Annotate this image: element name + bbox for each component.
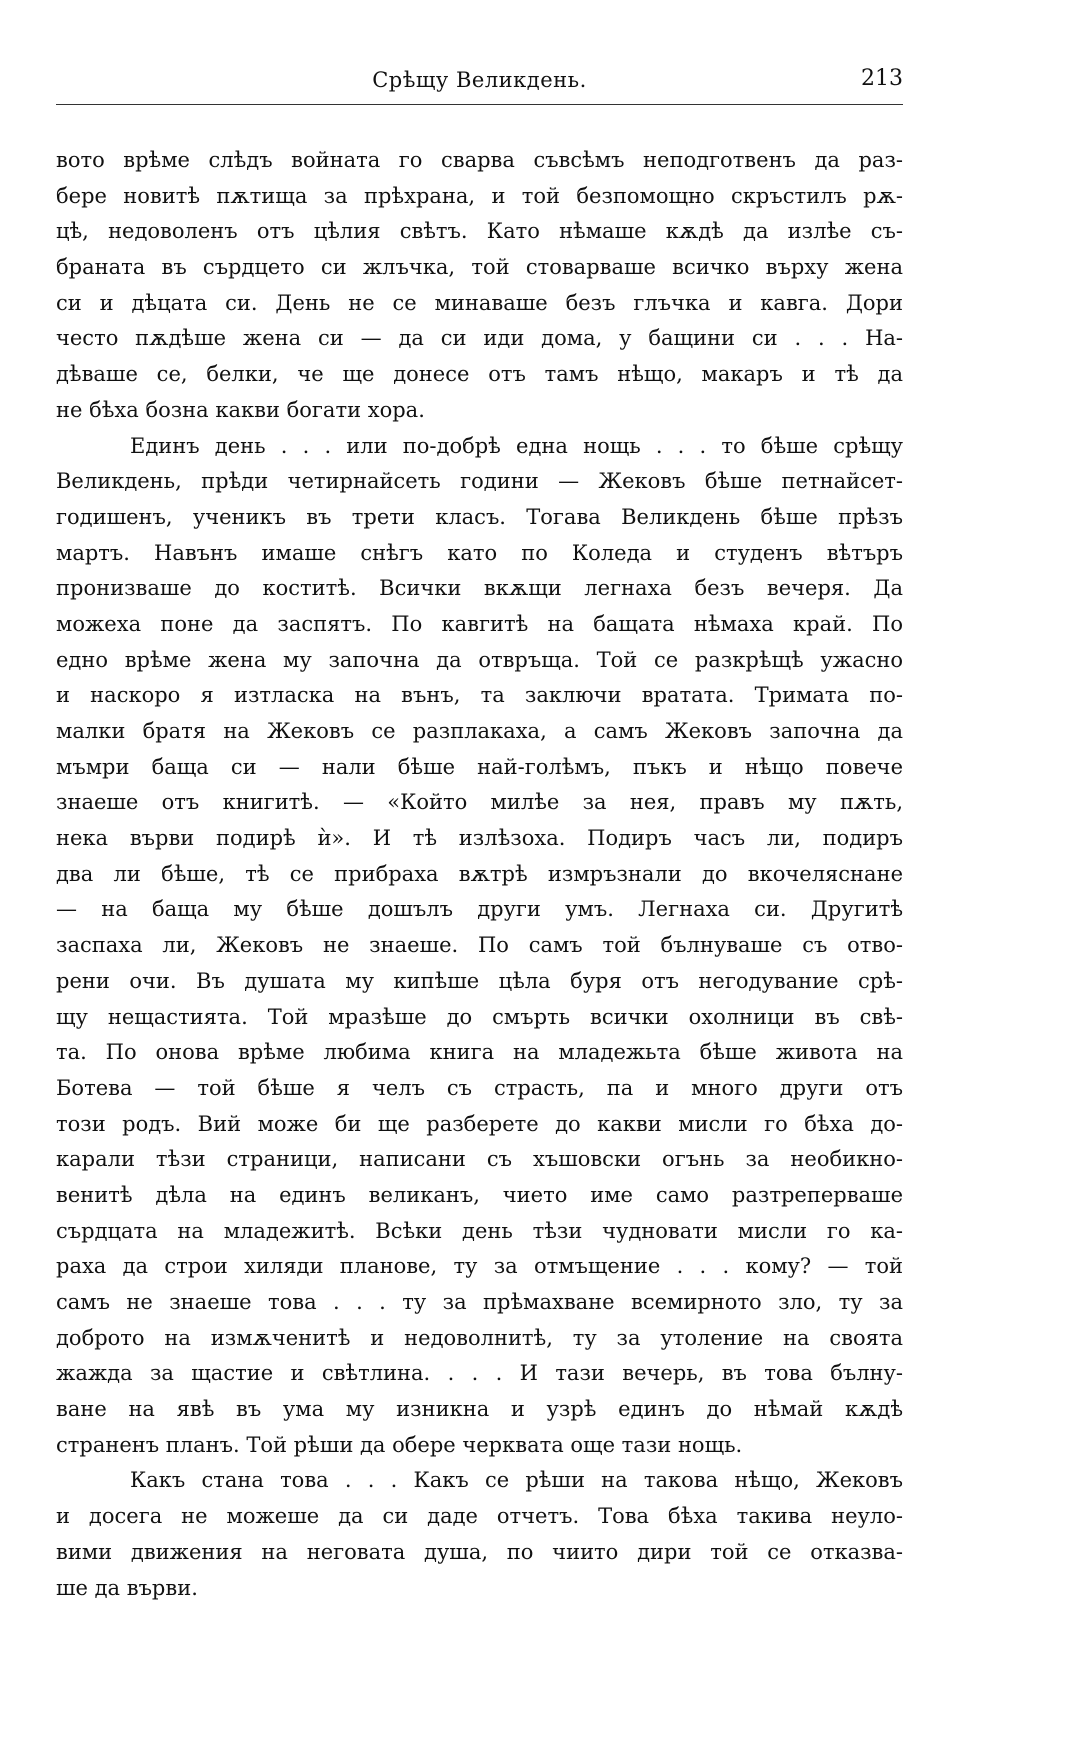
text-line: знаеше отъ книгитѣ. — «Който милѣе за нея, правъ му пѫть, bbox=[56, 790, 903, 815]
text-line: можеха поне да заспятъ. По кавгитѣ на бащата нѣмаха край. По bbox=[56, 611, 903, 636]
page-number: 213 bbox=[861, 66, 903, 91]
text-line: Великдень, прѣди четирнайсеть години — Жековъ бѣше петнайсет- bbox=[56, 469, 903, 494]
text-line: пронизваше до коститѣ. Всички вкѫщи легнаха безъ вечеря. Да bbox=[56, 576, 903, 601]
text-line: вими движения на неговата душа, по чиито дири той се отказва- bbox=[56, 1539, 903, 1564]
text-line: едно врѣме жена му започна да отвръща. Той се разкрѣщѣ ужасно bbox=[56, 647, 903, 672]
text-line: браната въ сърдцето си жлъчка, той стоварваше всичко върху жена bbox=[56, 255, 903, 280]
text-line: мартъ. Навънъ имаше снѣгъ като по Коледа и студенъ вѣтъръ bbox=[56, 540, 903, 565]
text-line: дѣваше се, белки, че ще донесе отъ тамъ нѣщо, макаръ и тѣ да bbox=[56, 362, 903, 387]
paragraph bbox=[56, 143, 903, 429]
text-line: често пѫдѣше жена си — да си иди дома, у бащини си . . . На- bbox=[56, 326, 903, 351]
text-line: та. По онова врѣме любима книга на младежьта бѣше живота на bbox=[56, 1040, 903, 1065]
text-line: цѣ, недоволенъ отъ цѣлия свѣтъ. Като нѣмаше кѫдѣ да излѣе съ- bbox=[56, 219, 903, 244]
text-line: ване на явѣ въ ума му изникна и узрѣ единъ до нѣмай кѫдѣ bbox=[56, 1397, 903, 1422]
page-header bbox=[56, 66, 903, 102]
text-line: нека върви подирѣ ѝ». И тѣ излѣзоха. Подиръ часъ ли, подиръ bbox=[56, 826, 903, 851]
text-line: този родъ. Вий може би ще разберете до какви мисли го бѣха до- bbox=[56, 1111, 903, 1136]
text-line: Какъ стана това . . . Какъ се рѣши на такова нѣщо, Жековъ bbox=[130, 1468, 903, 1493]
text-line: карали тѣзи страници, написани съ хъшовски огънь за необикно- bbox=[56, 1147, 903, 1172]
text-line: бере новитѣ пѫтища за прѣхрана, и той безпомощно скръстилъ рѫ- bbox=[56, 183, 903, 208]
header-rule bbox=[56, 104, 903, 105]
text-line: самъ не знаеше това . . . ту за прѣмахване всемирното зло, ту за bbox=[56, 1290, 903, 1314]
text-line: заспаха ли, Жековъ не знаеше. По самъ той бълнуваше съ отво- bbox=[56, 933, 903, 958]
text-line: и досега не можеше да си даде отчетъ. Това бѣха такива неуло- bbox=[56, 1504, 903, 1529]
paragraph bbox=[56, 1463, 903, 1606]
text-line: два ли бѣше, тѣ се прибраха вѫтрѣ измръзнали до вкочеляснане bbox=[56, 861, 903, 886]
text-line: раха да строи хиляди планове, ту за отмъщение . . . кому? — той bbox=[56, 1254, 903, 1279]
text-line: Ботева — той бѣше я челъ съ страсть, па и много други отъ bbox=[56, 1075, 903, 1100]
text-line: мъмри баща си — нали бѣше най-голѣмъ, пъкъ и нѣщо повече bbox=[56, 754, 903, 779]
text-line: венитѣ дѣла на единъ великанъ, чието име само разтреперваше bbox=[56, 1182, 903, 1207]
text-line: и наскоро я изтласка на вънъ, та заключи вратата. Тримата по- bbox=[56, 683, 903, 708]
text-line: малки братя на Жековъ се разплакаха, а самъ Жековъ започна да bbox=[56, 719, 903, 743]
text-line: вото врѣме слѣдъ войната го сварва съвсѣмъ неподготвенъ да раз- bbox=[56, 148, 903, 172]
text-line: щу нещастията. Той мразѣше до смърть всички охолници въ свѣ- bbox=[56, 1004, 903, 1029]
text-line: доброто на измѫченитѣ и недоволнитѣ, ту за утоление на своята bbox=[56, 1325, 903, 1350]
text-line: Единъ день . . . или по-добрѣ една нощь . . . то бѣше срѣщу bbox=[130, 433, 903, 458]
text-line: — на баща му бѣше дошълъ други умъ. Легнаха си. Другитѣ bbox=[56, 897, 903, 922]
text-line: не бѣха бозна какви богати хора. bbox=[56, 397, 425, 422]
paragraph bbox=[56, 429, 903, 1464]
body-text bbox=[56, 143, 903, 1606]
text-line: жажда за щастие и свѣтлина. . . . И тази вечерь, въ това бълну- bbox=[56, 1361, 903, 1386]
text-line: рени очи. Въ душата му кипѣше цѣла буря отъ негодувание срѣ- bbox=[56, 968, 903, 993]
text-line: сърдцата на младежитѣ. Всѣки день тѣзи чудновати мисли го ка- bbox=[56, 1218, 903, 1243]
text-line: страненъ планъ. Той рѣши да обере черквата още тази нощь. bbox=[56, 1432, 743, 1457]
running-head: Срѣщу Великдень. bbox=[372, 68, 587, 92]
text-line: си и дѣцата си. День не се минаваше безъ глъчка и кавга. Дори bbox=[56, 290, 903, 315]
text-line: годишенъ, ученикъ въ трети класъ. Тогава Великдень бѣше прѣзъ bbox=[56, 504, 903, 529]
text-line: ше да върви. bbox=[56, 1575, 198, 1600]
